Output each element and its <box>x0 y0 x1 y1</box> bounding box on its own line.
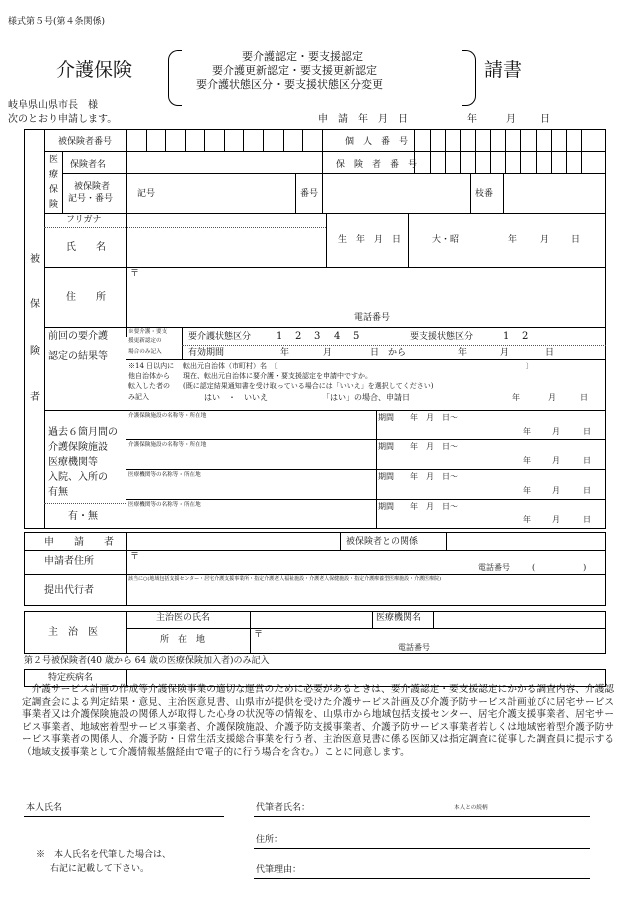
medical-side-2: 療 <box>49 170 59 180</box>
history-label-3: 医療機関等 <box>48 457 98 468</box>
transfer-origin-end: 〕 <box>526 362 533 370</box>
previous-note-1: ※要介護・要支 <box>128 329 168 335</box>
side-label-1: 被 <box>30 254 40 265</box>
left-bracket <box>168 50 182 106</box>
number-short-label: 番号 <box>300 189 319 199</box>
care-level-3[interactable]: 3 <box>314 331 321 342</box>
history-label-4: 入院、入所の <box>48 472 108 483</box>
history-exists[interactable]: 有・無 <box>68 511 98 522</box>
proxy-address-label: 住所： <box>256 835 284 845</box>
previous-note-3: 場合のみ記入 <box>128 349 162 355</box>
applicant-postal-mark: 〒 <box>130 552 140 562</box>
history-end-day-1: 日 <box>583 427 591 436</box>
date-month: 月 <box>506 114 516 125</box>
furigana-label: フリガナ <box>66 215 102 225</box>
option-renewal: 要介護更新認定・要支援更新認定 <box>212 64 377 77</box>
previous-note-2: 援更新認定の <box>128 338 162 344</box>
transfer-yes-no[interactable]: はい ・ いいえ <box>204 393 268 402</box>
side-label-4: 者 <box>30 392 40 403</box>
transfer-instruction: (既に認定結果通知書を受け取っている場合には「いいえ」を選択してください) <box>183 382 434 390</box>
self-name-label: 本人氏名 <box>26 803 63 813</box>
date-year: 年 <box>467 114 477 125</box>
support-level-2[interactable]: 2 <box>522 331 529 342</box>
name-label: 氏 名 <box>66 242 106 253</box>
valid-period-label: 有効期間 <box>188 348 225 358</box>
history-end-month-2: 月 <box>552 456 560 465</box>
intro-text: 次のとおり申請します。 <box>8 114 118 125</box>
history-end-year-4: 年 <box>523 515 531 524</box>
right-bracket <box>462 50 476 106</box>
applicant-name-label: 申 請 者 <box>44 537 114 548</box>
history-period-2: 期間 年 月 日～ <box>378 442 458 451</box>
history-period-3: 期間 年 月 日～ <box>378 472 458 481</box>
support-level-label: 要支援状態区分 <box>410 332 474 342</box>
doctor-section <box>24 611 606 654</box>
doctor-phone-label: 電話番号 <box>398 643 430 652</box>
second-insured-note: 第２号被保険者(40 歳から 64 歳の医療保険加入者)のみ記入 <box>24 656 270 666</box>
relation-label: 被保険者との関係 <box>346 537 419 547</box>
medical-side-3: 保 <box>49 185 59 195</box>
transfer-note-1: ※14 日以内に <box>128 362 175 370</box>
transfer-day: 日 <box>580 393 588 402</box>
addressee: 岐阜県山県市長 様 <box>8 100 98 111</box>
history-place-2: 介護保険施設の名称等・所在地 <box>128 442 207 448</box>
proxy-name-label: 代筆者氏名： <box>256 803 311 813</box>
valid-from-year: 年 <box>280 348 290 358</box>
applicant-phone-label: 電話番号 <box>478 563 510 572</box>
doctor-name-label: 主治医の氏名 <box>156 613 211 623</box>
previous-label-2: 認定の結果等 <box>48 351 108 362</box>
institution-label: 医療機関名 <box>376 613 422 623</box>
insurer-name-label: 保険者名 <box>70 160 107 170</box>
valid-to-day: 日 <box>545 348 555 358</box>
medical-side-4: 険 <box>49 200 59 210</box>
side-label-3: 険 <box>30 346 40 357</box>
relation-to-self-label: 本人との続柄 <box>454 805 488 811</box>
valid-from-day: 日 から <box>370 348 407 358</box>
valid-to-month: 月 <box>500 348 510 358</box>
care-level-label: 要介護状態区分 <box>188 332 252 342</box>
transfer-year: 年 <box>512 393 520 402</box>
history-end-year-1: 年 <box>523 427 531 436</box>
proxy-reason-label: 代筆理由： <box>256 865 302 875</box>
disease-label: 特定疾病名 <box>48 673 94 683</box>
phone-label: 電話番号 <box>354 313 391 323</box>
symbol-label: 記号 <box>137 189 156 199</box>
proxy-note-1: ※ 本人氏名を代筆した場合は、 <box>36 850 172 860</box>
agent-note: 該当に○(地域包括支援センター・居宅介護支援事業所・指定介護老人福祉施設・介護老人保健施設・指定介護療養型医療施設・介護医療院) <box>128 576 442 582</box>
transfer-month: 月 <box>548 393 556 402</box>
transfer-note-3: 転入した者の <box>128 382 170 390</box>
form-title-right: 請書 <box>484 59 523 81</box>
card-label-1: 被保険者 <box>74 182 111 192</box>
address-label: 住 所 <box>66 292 106 303</box>
care-level-1[interactable]: 1 <box>276 331 283 342</box>
transfer-yes-date-label: 「はい」の場合、申請日 <box>322 393 410 402</box>
era-label: 大・昭 <box>432 235 460 245</box>
option-certification: 要介護認定・要支援認定 <box>242 50 363 63</box>
doctor-address-label: 所 在 地 <box>160 635 206 645</box>
valid-to-year: 年 <box>458 348 468 358</box>
history-end-month-1: 月 <box>552 427 560 436</box>
transfer-origin-label: 転出元自治体（市町村）名 〔 <box>183 362 278 370</box>
birth-day: 日 <box>571 235 581 245</box>
transfer-question: 現在、転出元自治体に要介護・要支援認定を申請中ですか。 <box>183 372 372 380</box>
history-end-month-4: 月 <box>552 515 560 524</box>
valid-from-month: 月 <box>323 348 333 358</box>
side-label-2: 保 <box>30 299 40 310</box>
birth-date-label: 生 年 月 日 <box>338 235 402 245</box>
care-level-2[interactable]: 2 <box>295 331 302 342</box>
postal-mark: 〒 <box>130 269 140 279</box>
history-end-year-3: 年 <box>523 486 531 495</box>
option-change: 要介護状態区分・要支援状態区分変更 <box>196 78 383 91</box>
doctor-postal-mark: 〒 <box>254 630 264 640</box>
history-label-5: 有無 <box>48 487 68 498</box>
history-place-1: 介護保険施設の名称等・所在地 <box>128 413 207 419</box>
agent-label: 提出代行者 <box>44 585 94 596</box>
history-end-month-3: 月 <box>552 486 560 495</box>
history-end-day-4: 日 <box>583 515 591 524</box>
applicant-address-label: 申請者住所 <box>44 556 94 567</box>
previous-label-1: 前回の要介護 <box>48 331 108 342</box>
applicant-phone-field[interactable]: ( ) <box>532 563 587 572</box>
care-level-5[interactable]: 5 <box>353 331 360 342</box>
form-title-left: 介護保険 <box>56 59 133 81</box>
history-label-2: 介護保険施設 <box>48 442 108 453</box>
proxy-note-2: 右記に記載して下さい。 <box>50 864 150 874</box>
birth-year: 年 <box>508 235 518 245</box>
insurer-number-label: 保 険 者 番 号 <box>336 160 418 170</box>
history-period-1: 期間 年 月 日～ <box>378 413 458 422</box>
support-level-1[interactable]: 1 <box>503 331 510 342</box>
history-end-year-2: 年 <box>523 456 531 465</box>
application-date-label: 申 請 年 月 日 <box>318 114 408 125</box>
transfer-note-2: 他自治体から <box>128 372 170 380</box>
transfer-note-4: み記入 <box>128 393 149 401</box>
doctor-label: 主 治 医 <box>48 627 98 638</box>
date-day: 日 <box>540 114 550 125</box>
insured-number-label: 被保険者番号 <box>58 137 113 147</box>
birth-month: 月 <box>540 235 550 245</box>
history-end-day-3: 日 <box>583 486 591 495</box>
card-label-2: 記号・番号 <box>68 194 114 204</box>
form-number: 様式第５号(第４条関係) <box>8 17 106 27</box>
branch-label: 枝番 <box>475 189 494 199</box>
consent-text: 介護サービス計画の作成等介護保険事業の適切な運営のために必要があるときは、要介護認定・要支援認定にかかる調査内容、介護認定調査会による判定結果・意見、主治医意見書、山県市が提供を受けた介護サービス計画及び介護予防サービス計画並びに居宅サービス事業者又は介護保険施設の関係人が取得した心身の状況等の情報を、山県市から地域包括支援センター、居宅介護支援事業者、居宅サービス事業者、地域密着型サービス事業者、介護保険施設、介護予防支援事業者、介護予防サービス事業者若しくは地域密着型介護予防サービス事業者の関係人、介護予防・日常生活支援総合事業を行う者、主治医意見書に係る医師又は指定調査に従事した調査員に提示する（地域支援事業として介護情報基盤経由で電子的に行う場合を含む。）ことに同意します。 <box>22 684 614 758</box>
history-end-day-2: 日 <box>583 456 591 465</box>
personal-number-label: 個 人 番 号 <box>345 137 409 147</box>
care-level-4[interactable]: 4 <box>334 331 341 342</box>
history-place-4: 医療機関等の名称等・所在地 <box>128 502 201 508</box>
medical-side-1: 医 <box>49 155 59 165</box>
history-period-4: 期間 年 月 日～ <box>378 502 458 511</box>
history-place-3: 医療機関等の名称等・所在地 <box>128 472 201 478</box>
history-label-1: 過去６箇月間の <box>48 427 118 438</box>
